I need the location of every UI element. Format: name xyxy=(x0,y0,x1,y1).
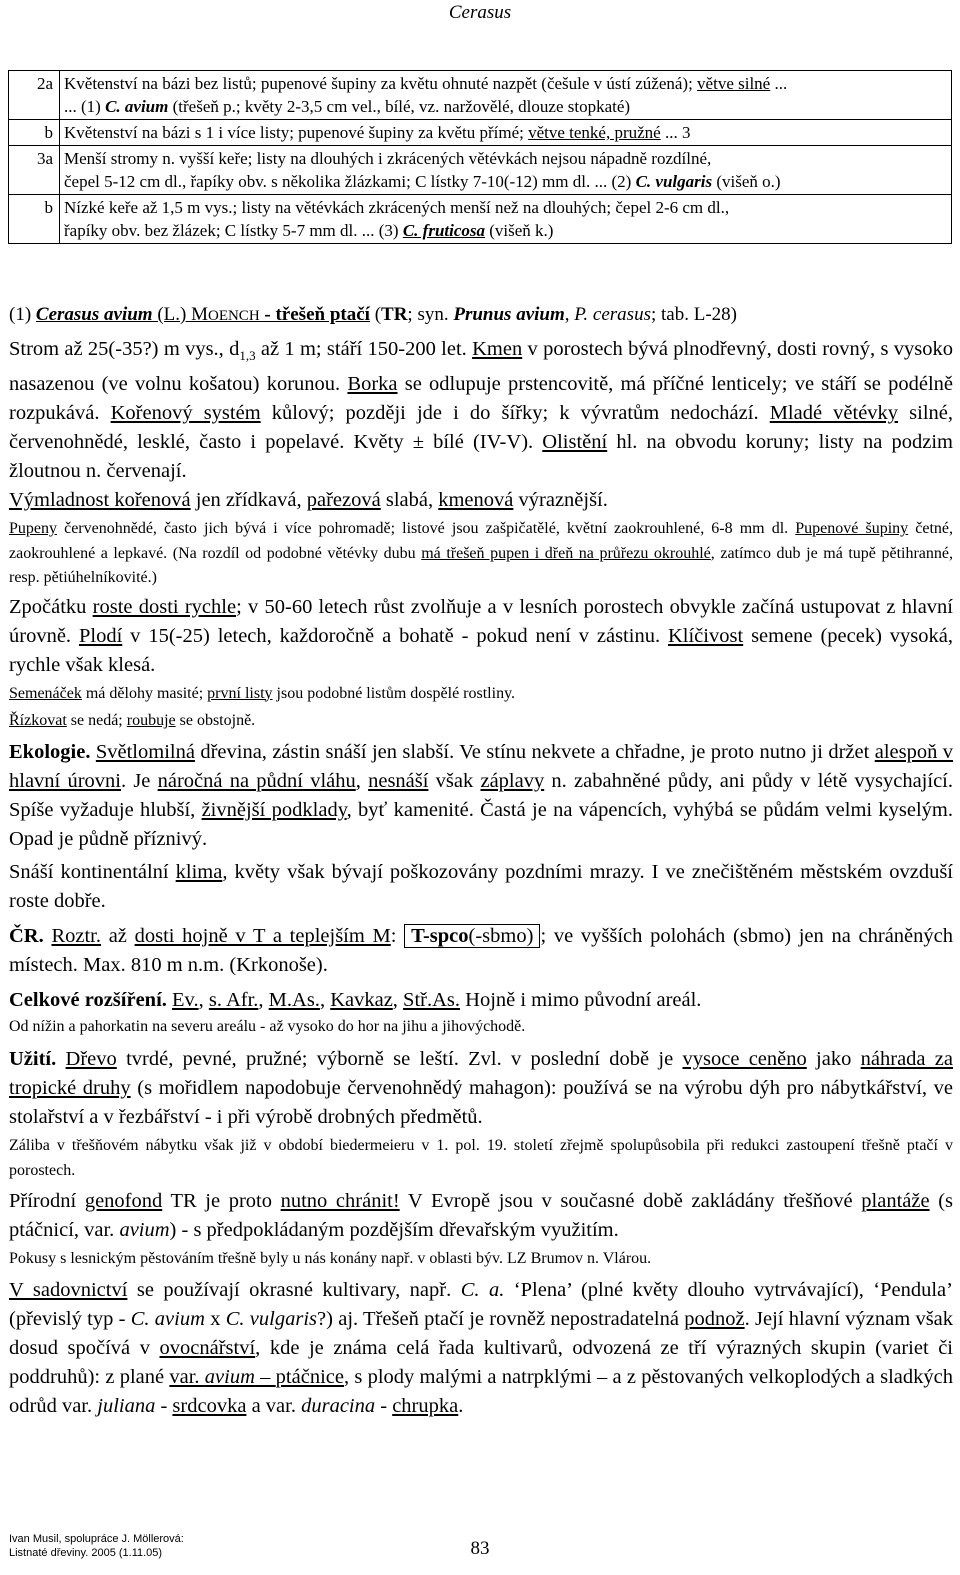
description-paragraph: Strom až 25(-35?) m vys., $d_{1,3}$ až 1 m; stáří 150-200 let. Kmen v porostech bývá plnodřevný, dosti rovný, s vysoko nasazenou (ve volnu košatou) korunou. Borka se odlupuje prstencovitě, má příčné lenticely; ve stáří se podélně rozpukává. Kořenový systém kůlový; později jde i do šířky; k vývratům nedochází. Mladé větévky silné, červenohnědé, lesklé, často i popelavé. Květy ± bílé (IV-V). Olistění hl. na obvodu koruny; listy na podzim žloutnou n. červenají. xyxy=(9,338,954,483)
species-heading: (1) Cerasus avium (L.) MOENCH - třešeň ptačí (TR; syn. Prunus avium, P. cerasus; tab. L-28) xyxy=(9,304,737,325)
key-text: Nízké keře až 1,5 m vys.; listy na větévkách zkrácených menší než na dlouhých; čepel 2-6 cm dl., řapíky obv. bez žlázek; C lístky 5-7 mm dl. ... (3) C. fruticosa (višeň k.) xyxy=(60,195,952,244)
seedling-paragraph: Semenáček má dělohy masité; první listy jsou podobné listům dospělé rostliny. xyxy=(9,684,516,702)
key-row xyxy=(9,195,952,244)
key-label: b xyxy=(9,195,60,244)
biedermeier-paragraph: Záliba v třešňovém nábytku však již v období biedermeieru v 1. pol. 19. století zřejmě spolupůsobila při redukci zastoupení třešně ptačí v porostech. xyxy=(9,1137,953,1179)
key-text: Menší stromy n. vyšší keře; listy na dlouhých i zkrácených větévkách nejsou nápadně rozdílné, čepel 5-12 cm dl., řapíky obv. s několika žlázkami; C lístky 7-10(-12) mm dl. ... (2) C. vulgaris (višeň o.) xyxy=(60,146,952,195)
key-label: 2a xyxy=(9,71,60,120)
growth-paragraph: Zpočátku roste dosti rychle; v 50-60 letech růst zvolňuje a v lesních porostech obvykle začíná ustupovat z hlavní úrovně. Plodí v 15(-25) letech, každoročně a bohatě - pokud není v zástinu. Klíčivost semene (pecek) vysoká, rychle však klesá. xyxy=(9,595,953,676)
key-text: Květenství na bázi s 1 i více listy; pupenové šupiny za květu přímé; větve tenké, pružné ... 3 xyxy=(60,120,952,146)
horticulture-paragraph: V sadovnictví se používají okrasné kultivary, např. C. a. ‘Plena’ (plné květy dlouho vytrvávající), ‘Pendula’ (převislý typ - C. avium x C. vulgaris?) aj. Třešeň ptačí je rovněž nepostradatelná podnož. Její hlavní význam však dosud spočívá v ovocnářství, kde je známa celá řada kultivarů, odvozená ze tří výrazných skupin (variet či poddruhů): z plané var. avium – ptáčnice, s plody malými a natrpklými – a z pěstovaných velkoplodých a sladkých odrůd var. juliana - srdcovka a var. duracina - chrupka. xyxy=(9,1278,954,1417)
buds-paragraph: Pupeny červenohnědé, často jich bývá i více pohromadě; listové jsou zašpičatělé, květní zaokrouhlené, 6-8 mm dl. Pupenové šupiny četné, zaokrouhlené a lepkavé. (Na rozdíl od podobné větévky dubu má třešeň pupen i dřeň na průřezu okrouhlé, zatímco dub je má tupě pětihranné, resp. pětiúhelníkovité.) xyxy=(9,520,954,587)
use-paragraph: Užití. Dřevo tvrdé, pevné, pružné; výborně se leští. Zvl. v poslední době je vysoce ceněno jako náhrada za tropické druhy (s mořidlem napodobuje červenohnědý mahagon): používá se na výrobu dýh pro nábytkářství, ve stolařství a v řezbářství - i při výrobě drobných předmětů. xyxy=(9,1048,954,1129)
page-number: 83 xyxy=(470,1538,490,1559)
genofond-paragraph: Přírodní genofond TR je proto nutno chránit! V Evropě jsou v současné době zakládány třešňové plantáže (s ptáčnicí, var. avium) - s předpokládaným pozdějším dřevařským využitím. xyxy=(9,1190,953,1242)
key-text: Květenství na bázi bez listů; pupenové šupiny za květu ohnuté nazpět (češule v ústí zúžená); větve silné ... ... (1) C. avium (třešeň p.; květy 2-3,5 cm vel., bílé, vz. naržovělé, dlouze stopkaté) xyxy=(60,71,952,120)
key-row xyxy=(9,120,952,146)
climate-paragraph: Snáší kontinentální klima, květy však bývají poškozovány pozdními mrazy. I ve znečištěném městském ovzduší roste dobře. xyxy=(9,860,953,912)
ecology-paragraph: Ekologie. Světlomilná dřevina, zástin snáší jen slabší. Ve stínu nekvete a chřadne, je proto nutno ji držet alespoň v hlavní úrovni. Je náročná na půdní vláhu, nesnáší však záplavy n. zabahněné půdy, ani půdy v létě vysychající. Spíše vyžaduje hlubší, živnější podklady, byť kamenité. Častá je na vápencích, vyhýbá se půdám velmi kyselým. Opad je půdně příznivý. xyxy=(9,740,954,850)
propagation-paragraph: Řízkovat se nedá; roubuje se obstojně. xyxy=(9,712,256,730)
key-label: 3a xyxy=(9,146,60,195)
distribution-code-box: T-spco(-sbmo) xyxy=(404,924,540,948)
running-header: Cerasus xyxy=(448,2,512,23)
trials-paragraph: Pokusy s lesnickým pěstováním třešně byly u nás konány např. v oblasti býv. LZ Brumov n. Vlárou. xyxy=(9,1250,652,1268)
key-label: b xyxy=(9,120,60,146)
cr-distribution-paragraph: ČR. Roztr. až dosti hojně v T a teplejším M: T-spco(-sbmo) ; ve vyšších polohách (sbmo) jen na chráněných místech. Max. 810 m n.m. (Krkonoše). xyxy=(9,924,953,976)
key-row xyxy=(9,71,952,120)
species-account xyxy=(9,300,953,1421)
key-row xyxy=(9,146,952,195)
global-distribution-paragraph: Celkové rozšíření. Ev., s. Afr., M.As., Kavkaz, Stř.As. Hojně i mimo původní areál. xyxy=(9,988,702,1011)
footer-credit: Ivan Musil, spolupráce J. Möllerová: Listnaté dřeviny. 2005 (1.11.05) xyxy=(9,1533,184,1559)
sprouting-paragraph: Výmladnost kořenová jen zřídkavá, pařezová slabá, kmenová výraznější. xyxy=(9,489,608,512)
identification-key xyxy=(8,70,952,244)
altitude-paragraph: Od nížin a pahorkatin na severu areálu - až vysoko do hor na jihu a jihovýchodě. xyxy=(9,1017,526,1035)
